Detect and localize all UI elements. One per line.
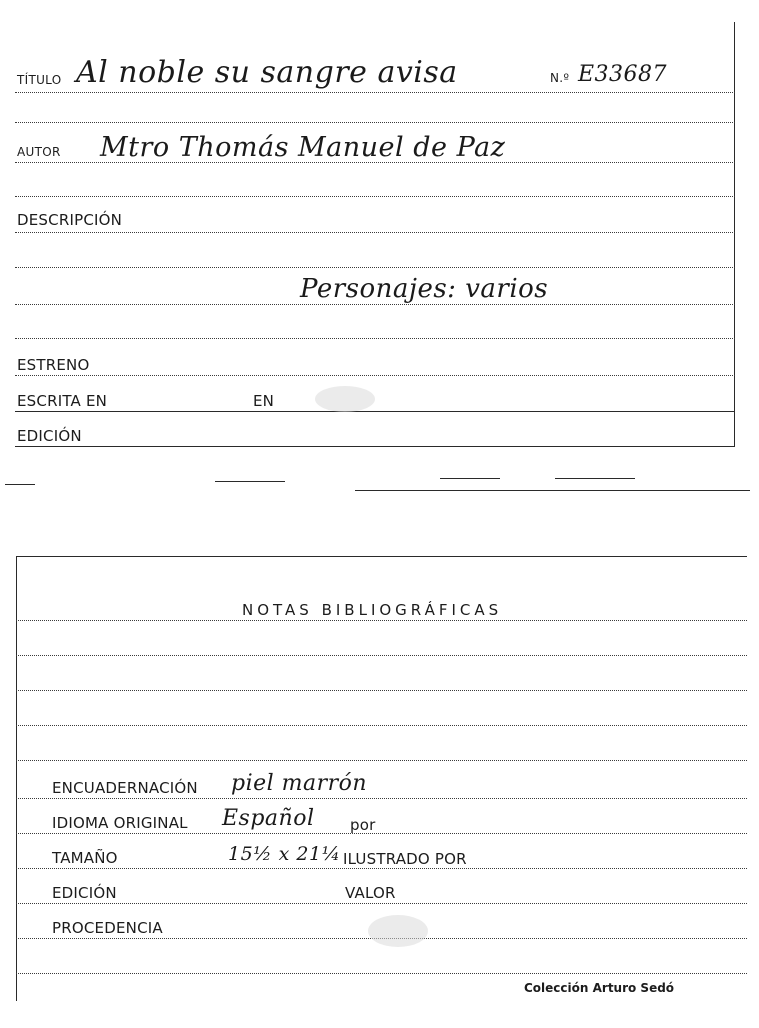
estreno-line (15, 375, 735, 376)
procedencia-label: PROCEDENCIA (52, 919, 163, 937)
numero-value: E33687 (578, 62, 668, 87)
tamano-line (16, 868, 747, 869)
autor-line (15, 162, 735, 163)
descripcion-value: Personajes: varios (300, 274, 549, 304)
encuadernacion-label: ENCUADERNACIÓN (52, 779, 198, 797)
ruled-line (15, 122, 735, 123)
card-edge (355, 490, 750, 491)
titulo-value: Al noble su sangre avisa (76, 55, 458, 90)
tamano-label: TAMAÑO (52, 849, 118, 867)
bottom-card-top-border (16, 556, 747, 557)
ruled-line (16, 973, 747, 974)
card-edge (215, 481, 285, 482)
idioma-original-value: Español (222, 806, 315, 831)
ruled-line (15, 267, 735, 268)
ilustrado-por-label: ILUSTRADO POR (343, 850, 467, 868)
bottom-card-left-border (16, 556, 17, 1001)
card-edge (555, 478, 635, 479)
escrita-en-label: ESCRITA EN (17, 392, 108, 410)
coleccion-footer: Colección Arturo Sedó (524, 981, 675, 995)
escrita-en-en-label: EN (253, 392, 275, 410)
descripcion-line (15, 232, 735, 233)
titulo-label: TÍTULO (17, 73, 62, 87)
edicion-top-label: EDICIÓN (17, 427, 82, 445)
ruled-line (15, 338, 735, 339)
smudge (315, 386, 375, 412)
tamano-value: 15½ x 21¼ (228, 843, 341, 865)
encuadernacion-value: piel marrón (231, 771, 368, 796)
ruled-line (15, 196, 735, 197)
ruled-line (15, 304, 735, 305)
ruled-line (16, 760, 747, 761)
descripcion-label: DESCRIPCIÓN (17, 211, 123, 229)
numero-label: N.º (550, 71, 570, 85)
card-edge (440, 478, 500, 479)
autor-label: AUTOR (17, 145, 61, 159)
idioma-original-line (16, 833, 747, 834)
autor-value: Mtro Thomás Manuel de Paz (100, 132, 506, 163)
idioma-original-label: IDIOMA ORIGINAL (52, 814, 188, 832)
edicion-bottom-line (16, 903, 747, 904)
ruled-line (16, 620, 747, 621)
edicion-bottom-label: EDICIÓN (52, 884, 117, 902)
card-edge (5, 484, 35, 485)
top-card-right-border (734, 22, 735, 446)
titulo-line (15, 92, 735, 93)
edicion-top-line (15, 446, 735, 447)
smudge (368, 915, 428, 947)
escrita-en-line (15, 411, 735, 412)
por-label: por (350, 816, 376, 834)
estreno-label: ESTRENO (17, 356, 90, 374)
notas-heading: NOTAS BIBLIOGRÁFICAS (242, 601, 503, 619)
ruled-line (16, 725, 747, 726)
encuadernacion-line (16, 798, 747, 799)
ruled-line (16, 690, 747, 691)
ruled-line (16, 655, 747, 656)
valor-label: VALOR (345, 884, 396, 902)
